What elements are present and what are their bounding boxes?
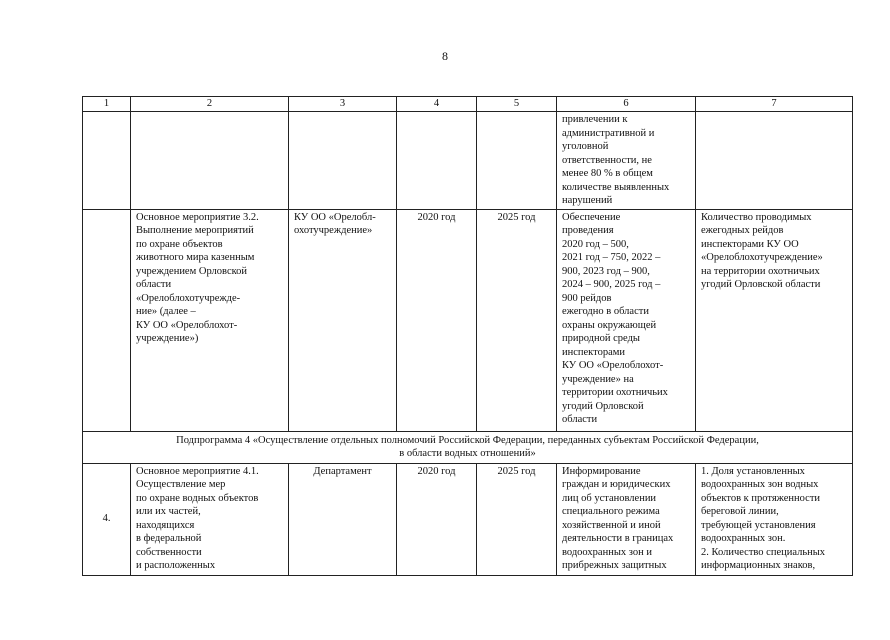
header-cell: 7: [696, 97, 853, 112]
table-row: [83, 209, 853, 431]
table-cell: 2025 год: [477, 463, 557, 575]
row-number: 4.: [83, 463, 131, 575]
table-cell: привлечении к административной и уголовной ответственности, не менее 80 % в общем количестве выявленных нарушений: [557, 112, 696, 210]
table-cell: [696, 112, 853, 210]
table-cell: 2025 год: [477, 209, 557, 431]
table-cell: [131, 112, 289, 210]
table-cell: Основное мероприятие 4.1. Осуществление мер по охране водных объектов или их частей, находящихся в федеральной собственности и расположенных: [131, 463, 289, 575]
table-cell: [83, 209, 131, 431]
table-cell: Департамент: [289, 463, 397, 575]
table-cell: [289, 112, 397, 210]
table-cell: Обеспечение проведения 2020 год – 500, 2021 год – 750, 2022 – 900, 2023 год – 900, 2024 – 900, 2025 год – 900 рейдов ежегодно в области охраны окружающей природной среды инспекторами КУ ОО «Орелоблохот- учреждение» на территории охотничьих угодий Орловской области: [557, 209, 696, 431]
header-cell: 3: [289, 97, 397, 112]
table-row: [83, 463, 853, 575]
table-cell: Информирование граждан и юридических лиц об установлении специального режима хозяйственной и иной деятельности в границах водоохранных зон и прибрежных защитных: [557, 463, 696, 575]
table-cell: [83, 112, 131, 210]
header-cell: 2: [131, 97, 289, 112]
table-cell: КУ ОО «Орелобл- охотучреждение»: [289, 209, 397, 431]
header-cell: 6: [557, 97, 696, 112]
page-number: 8: [442, 49, 448, 63]
header-cell: 5: [477, 97, 557, 112]
table-row: [83, 112, 853, 210]
table-cell: 2020 год: [397, 463, 477, 575]
table-cell: [477, 112, 557, 210]
table-cell: Количество проводимых ежегодных рейдов инспекторами КУ ОО «Орелоблохотучреждение» на территории охотничьих угодий Орловской области: [696, 209, 853, 431]
header-cell: 1: [83, 97, 131, 112]
table-cell: [397, 112, 477, 210]
header-cell: 4: [397, 97, 477, 112]
table-cell: Основное мероприятие 3.2. Выполнение мероприятий по охране объектов животного мира казенным учреждением Орловской области «Орелоблохотучрежде- ние» (далее – КУ ОО «Орелоблохот- учреждение»): [131, 209, 289, 431]
table-cell: 1. Доля установленных водоохранных зон водных объектов к протяженности береговой линии, требующей установления водоохранных зон. 2. Количество специальных информационных знаков,: [696, 463, 853, 575]
table-cell: 2020 год: [397, 209, 477, 431]
activities-table: [82, 96, 853, 576]
table-header-row: [83, 97, 853, 112]
subprogram-row: [83, 431, 853, 463]
subprogram-title: Подпрограмма 4 «Осуществление отдельных полномочий Российской Федерации, переданных субъектам Российской Федерации, в области водных отношений»: [83, 431, 853, 463]
